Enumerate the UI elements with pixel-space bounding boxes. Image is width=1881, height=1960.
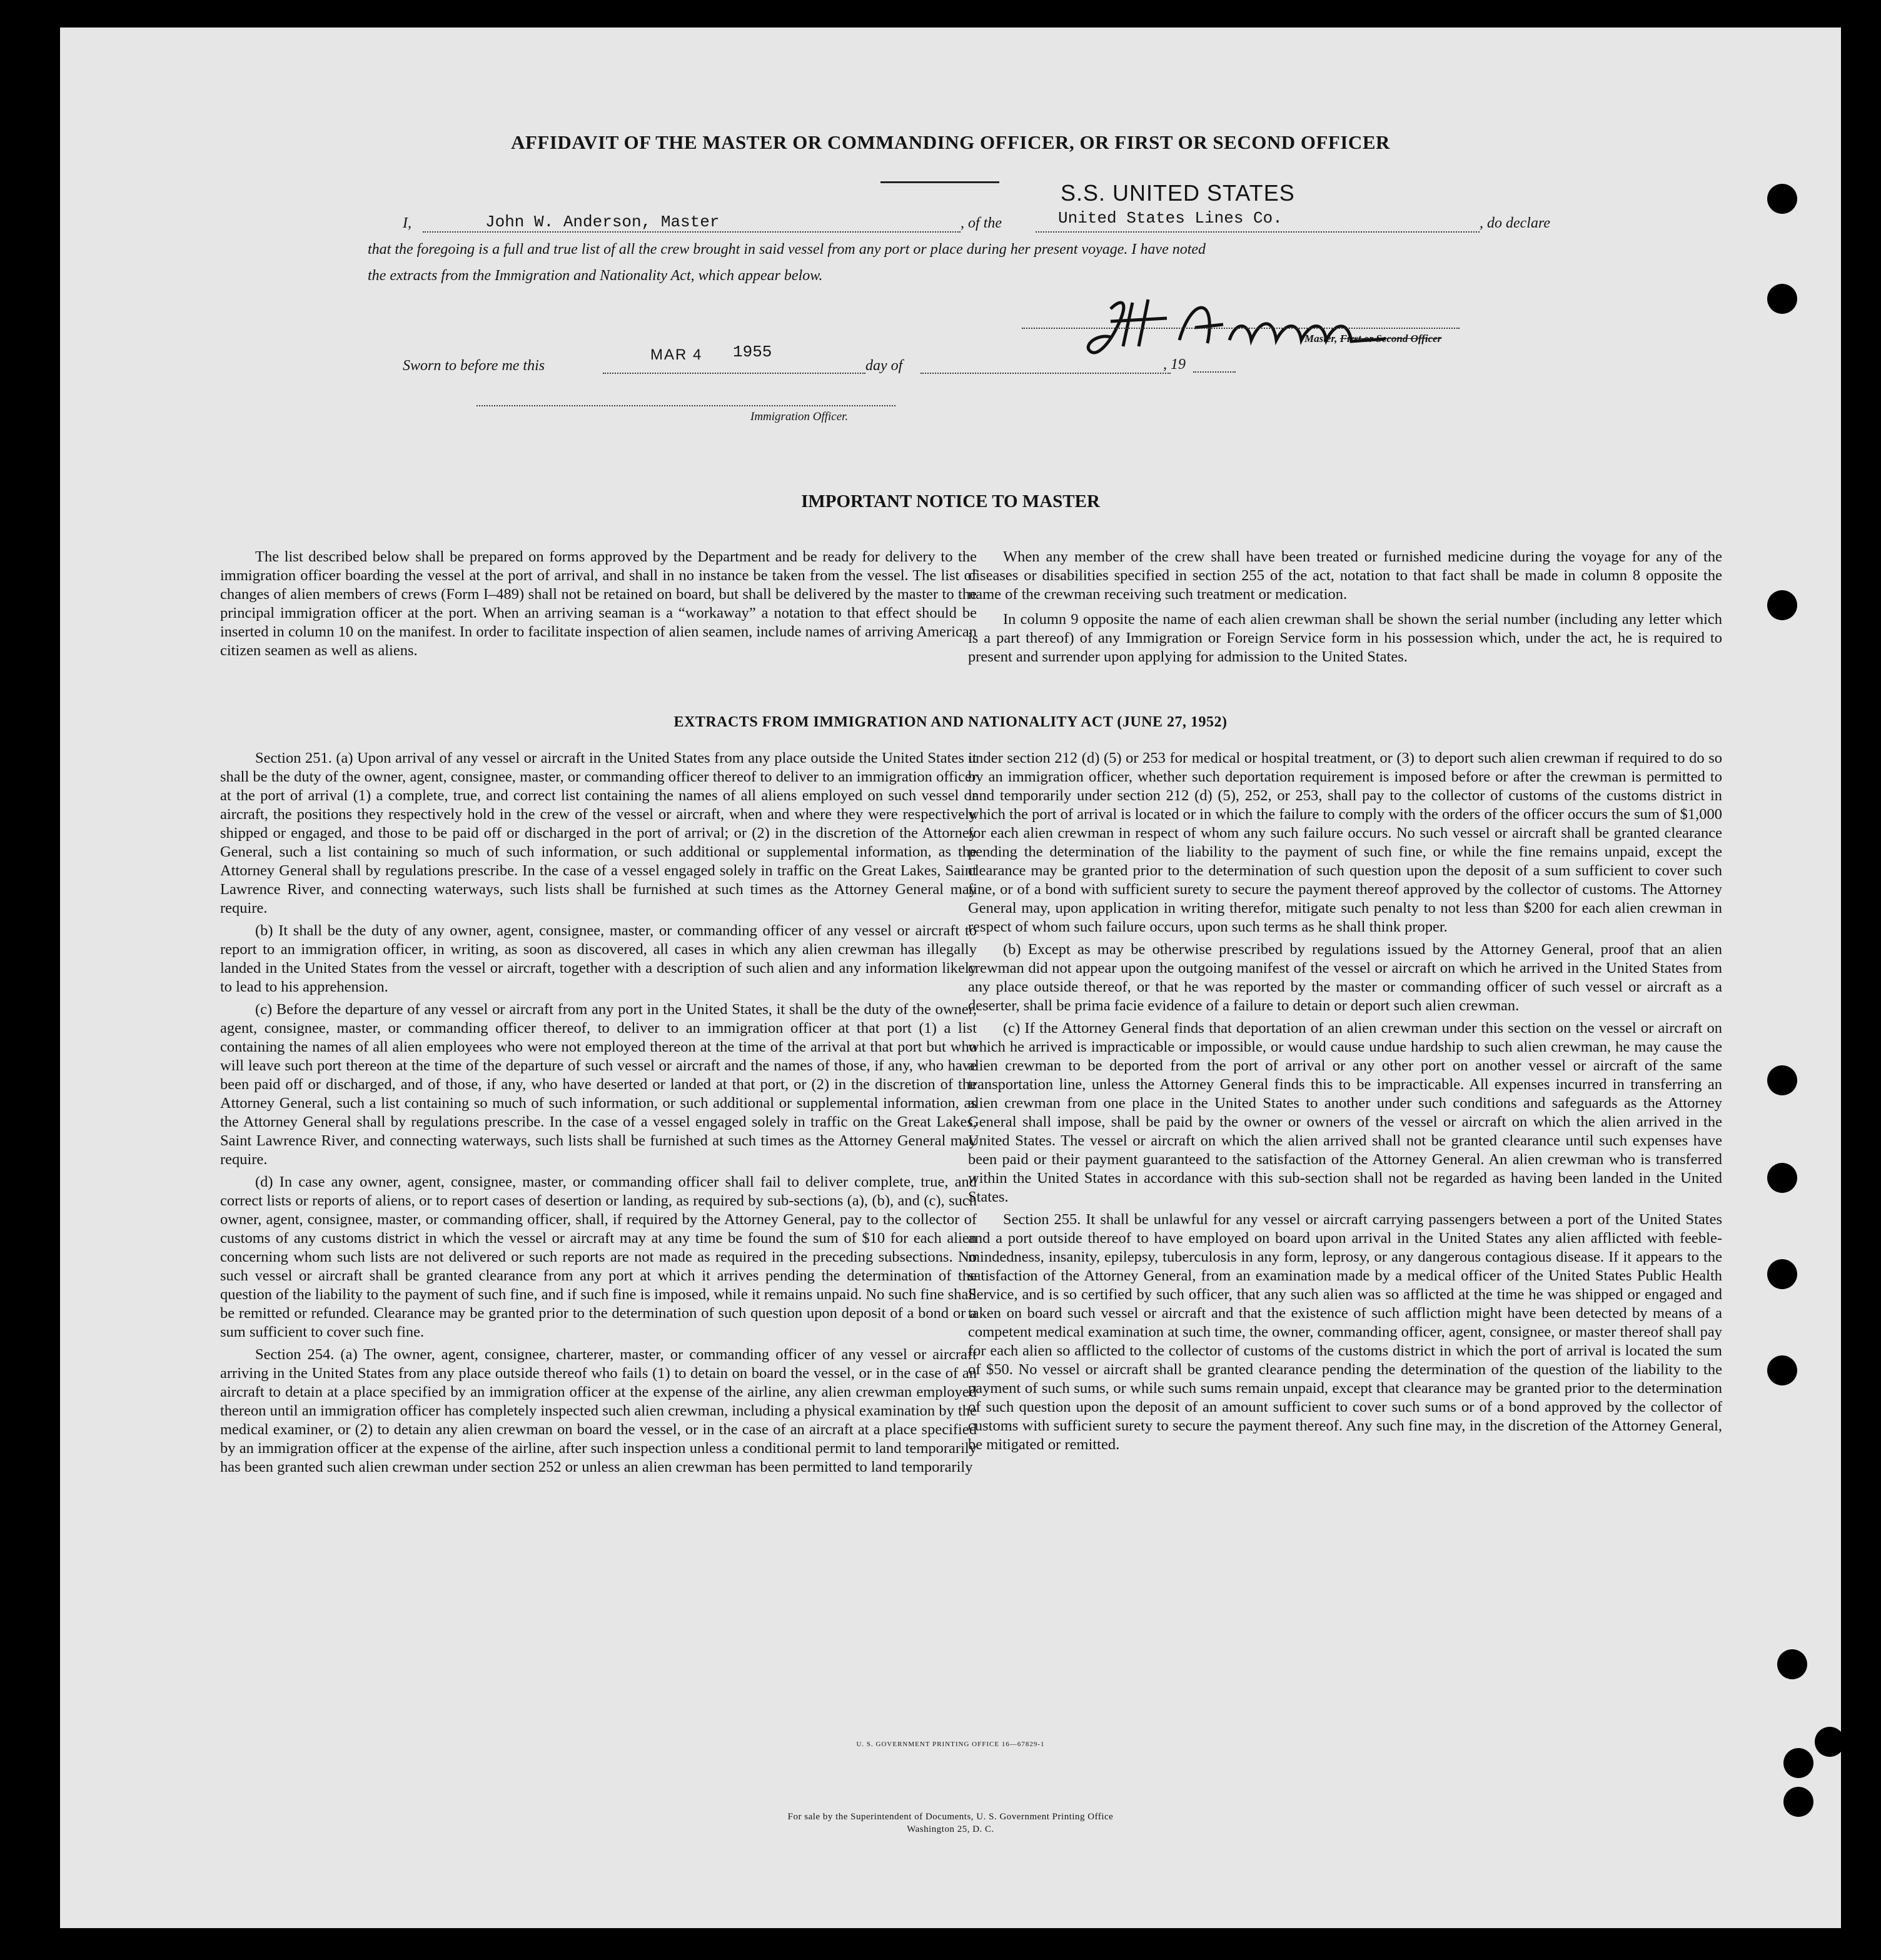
sworn-date-stamp: MAR 4 — [650, 346, 703, 363]
extract-paragraph: Section 255. It shall be unlawful for any vessel or aircraft carrying passengers between a port of the United States and a port outside thereof to have employed on board upon arrival in the United States any alien afflicted with feeble-mindedness, insanity, epilepsy, tuberculosis in any form, leprosy, or any dangerous contagious disease. If it appears to the satisfaction of the Attorney General, from an examination made by a medical officer of the United States Public Health Service, and is so certified by such officer, that any such alien was so afflicted at the time he was shipped or engaged and taken on board such vessel or aircraft and that the existence of such affliction might have been detected by means of a competent medical examination at such time, the owner, commanding officer, agent, consignee, or master thereof shall pay for each alien so afflicted to the collector of customs of the customs district in which the port of arrival is located the sum of $50. No vessel or aircraft shall be granted clearance pending the determination of the question of the liability to the payment of such sums, or while such sums remain unpaid, except that clearance may be granted prior to the determination of such question upon the deposit of an amount sufficient to cover such sums or of a bond approved by the collector of customs with sufficient surety to secure the payment thereof. Any such fine may, in the discretion of the Attorney General, be mitigated or remitted. — [968, 1211, 1722, 1453]
vessel-stamp: S.S. UNITED STATES — [1061, 180, 1295, 206]
immigration-officer-line — [477, 405, 895, 406]
notice-right-column — [968, 548, 1722, 670]
immigration-officer-label: Immigration Officer. — [750, 410, 849, 423]
sworn-year: 1955 — [733, 343, 772, 361]
punch-hole — [1777, 1649, 1807, 1679]
of-the-label: , of the — [961, 215, 1002, 231]
extract-paragraph: under section 212 (d) (5) or 253 for medical or hospital treatment, or (3) to deport such alien crewman if required to do so by an immigration officer, whether such deportation requirement is imposed before or after the crewman is permitted to land temporarily under section 212 (d) (5), 252, or 253, shall pay to the collector of customs of the customs district in which the port of arrival is located or in which the failure to comply with the orders of the officer occurs the sum of $1,000 for each alien crewman in respect of whom any such failure occurs. No such vessel or aircraft shall be granted clearance pending the determination of the liability to the payment of such fine, or while the fine remains unpaid, except the clearance may be granted prior to the determination of such question upon the deposit of a sum sufficient to cover such fine, or of a bond with sufficient surety to secure the payment thereof approved by the collector of customs. The Attorney General may, upon application in writing therefor, mitigate such penalty to not less than $200 for each alien crewman in respect of whom such failure occurs, upon such terms as he shall think proper. — [968, 750, 1722, 935]
extract-paragraph: (c) If the Attorney General finds that deportation of an alien crewman under this section on the vessel or aircraft on which he arrived is impracticable or impossible, or would cause undue hardship to such alien crewman, he may cause the alien crewman to be deported from the port of arrival or any other port on another vessel or aircraft of the same transportation line, unless the Attorney General finds this to be impracticable. All expenses incurred in transferring an alien crewman from one place in the United States to another under such conditions and safeguards as the Attorney General shall impose, shall be paid by the owner or owners of the vessel or aircraft on which the alien arrived in the United States. The vessel or aircraft on which the alien arrived shall not be granted clearance until such expenses have been paid or their payment guaranteed to the satisfaction of the Attorney General. An alien crewman who is transferred within the United States in accordance with this sub-section shall not be regarded as having been landed in the United States. — [968, 1020, 1722, 1205]
notice-left-column — [220, 548, 977, 664]
master-name-line — [423, 231, 961, 233]
sale-line-2: Washington 25, D. C. — [907, 1824, 994, 1834]
punch-hole — [1783, 1748, 1813, 1778]
do-declare-label: , do declare — [1480, 215, 1551, 231]
punch-hole — [1767, 1163, 1797, 1193]
master-name: John W. Anderson, Master — [485, 213, 720, 231]
sale-line-1: For sale by the Superintendent of Documents, U. S. Government Printing Office — [787, 1812, 1114, 1822]
extract-paragraph: (b) It shall be the duty of any owner, agent, consignee, master, or commanding officer of any vessel or aircraft to report to an immigration officer, in writing, as soon as discovered, all cases in which any alien crewman has illegally landed in the United States from the vessel or aircraft, together with a description of such alien and any information likely to lead to his apprehension. — [220, 922, 977, 995]
affidavit-title: AFFIDAVIT OF THE MASTER OR COMMANDING OFFICER, OR FIRST OR SECOND OFFICER — [511, 131, 1390, 153]
notice-left-paragraph: The list described below shall be prepared on forms approved by the Department and be ready for delivery to the immigration officer boarding the vessel at the port of arrival, and shall in no instance be taken from the vessel. The list of changes of alien members of crews (Form I–489) shall not be retained on board, but shall be delivered by the master to the principal immigration officer at the port. When an arriving seaman is a “workaway” a notation to that effect should be inserted in column 10 on the manifest. In order to facilitate inspection of alien seamen, include names of arriving American citizen seamen as well as aliens. — [220, 548, 977, 659]
signature-image — [1073, 284, 1423, 378]
punch-hole — [1767, 1355, 1797, 1385]
punch-hole — [1767, 184, 1797, 214]
notice-title: IMPORTANT NOTICE TO MASTER — [801, 491, 1100, 511]
punch-hole — [1767, 1065, 1797, 1095]
notice-right-paragraph-1: When any member of the crew shall have been treated or furnished medicine during the voyage for any of the diseases or disabilities specified in section 255 of the act, notation to that fact shall be made in column 8 opposite the name of the crewman receiving such treatment or medication. — [968, 548, 1722, 603]
day-of-label: day of — [865, 358, 903, 374]
extracts-title: EXTRACTS FROM IMMIGRATION AND NATIONALITY ACT (JUNE 27, 1952) — [673, 714, 1228, 730]
sworn-label: Sworn to before me this — [403, 358, 545, 374]
document-page — [60, 28, 1841, 1928]
extract-paragraph: (d) In case any owner, agent, consignee, master, or commanding officer shall fail to deliver complete, true, and correct lists or reports of aliens, or to report cases of desertion or landing, as required by sub-sections (a), (b), and (c), such owner, agent, consignee, master, or commanding officer, shall, if required by the Attorney General, pay to the collector of customs of any customs district in which the vessel or aircraft may at any time be found the sum of $10 for each alien concerning whom such lists are not delivered or such reports are not made as required in the preceding subsections. No such vessel or aircraft shall be granted clearance from any port at which it arrives pending the determination of the question of the liability to the payment of such fine, and if such fine is imposed, while it remains unpaid. No such fine shall be remitted or refunded. Clearance may be granted prior to the determination of such question upon deposit of a bond or a sum sufficient to cover such fine. — [220, 1173, 977, 1340]
extract-paragraph: (b) Except as may be otherwise prescribed by regulations issued by the Attorney General, proof that an alien crewman did not appear upon the outgoing manifest of the vessel or aircraft on which he arrived in the United States from any place outside thereof, or that he was reported by the master or commanding officer of such vessel or aircraft as a deserter, shall be prima facie evidence of a failure to detain or deport such alien crewman. — [968, 941, 1722, 1014]
vessel-line — [1036, 231, 1480, 233]
notice-right-paragraph-2: In column 9 opposite the name of each alien crewman shall be shown the serial number (including any letter which is a part thereof) of any Immigration or Foreign Service form in his possession which, under the act, he is required to present and surrender upon applying for admission to the United States. — [968, 611, 1722, 665]
extract-paragraph: Section 251. (a) Upon arrival of any vessel or aircraft in the United States from any place outside the United States it shall be the duty of the owner, agent, consignee, master, or commanding officer thereof to deliver to an immigration officer at the port of arrival (1) a complete, true, and correct list containing the names of all aliens employed on such vessel or aircraft, the positions they respectively hold in the crew of the vessel or aircraft, when and where they were respectively shipped or engaged, and those to be paid off or discharged in the port of arrival; or (2) in the discretion of the Attorney General, such a list containing so much of such information, or such additional or supplemental information, as the Attorney General shall by regulations prescribe. In the case of a vessel engaged solely in traffic on the Great Lakes, Saint Lawrence River, and connecting waterways, such lists shall be furnished at such times as the Attorney General may require. — [220, 750, 977, 917]
extract-paragraph: Section 254. (a) The owner, agent, consignee, charterer, master, or commanding officer of any vessel or aircraft arriving in the United States from any place outside thereof who fails (1) to detain on board the vessel, or in the case of an aircraft to detain at a place specified by an immigration officer at the expense of the airline, any alien crewman employed thereon until an immigration officer has completely inspected such alien crewman, including a physical examination by the medical examiner, or (2) to detain any alien crewman on board the vessel, or in the case of an aircraft at a place specified by an immigration officer at the expense of the airline, after such inspection unless a conditional permit to land temporarily has been granted such alien crewman under section 252 or unless an alien crewman has been permitted to land temporarily — [220, 1346, 977, 1475]
punch-hole — [1767, 1259, 1797, 1289]
signer-title-prefix: Master, — [1304, 333, 1340, 344]
punch-hole — [1767, 590, 1797, 620]
i-label: I, — [403, 215, 411, 231]
year-prefix: , 19 — [1163, 356, 1186, 373]
day-of-line — [920, 373, 1171, 374]
title-rule — [880, 181, 999, 183]
extract-paragraph: (c) Before the departure of any vessel or aircraft from any port in the United States, it shall be the duty of the owner, agent, consignee, master, or commanding officer thereof, to deliver to an immigration officer at that port (1) a list containing the names of all alien employees who were not employed thereon at the time of the arrival at that port but who will leave such port thereon at the time of the departure of such vessel or aircraft and the names of those, if any, who have been paid off or discharged, and of those, if any, who have deserted or landed at that port, or (2) in the discretion of the Attorney General, such a list containing so much of such information, or such additional or supplemental information, as the Attorney General shall by regulations prescribe. In the case of a vessel engaged solely in traffic on the Great Lakes, Saint Lawrence River, and connecting waterways, such lists shall be furnished at such times as the Attorney General may require. — [220, 1001, 977, 1168]
printer-line: U. S. GOVERNMENT PRINTING OFFICE 16—67829-1 — [856, 1741, 1045, 1748]
vessel-typed: United States Lines Co. — [1058, 209, 1283, 228]
extracts-right-column — [968, 749, 1722, 1458]
declaration-line-2: the extracts from the Immigration and Nationality Act, which appear below. — [368, 268, 823, 284]
punch-hole — [1767, 284, 1797, 314]
sworn-date-line — [603, 373, 865, 374]
signer-title — [1304, 333, 1441, 345]
declaration-line-1: that the foregoing is a full and true list of all the crew brought in said vessel from any port or place during her present voyage. I have noted — [368, 241, 1206, 258]
year-line — [1193, 371, 1236, 373]
signer-title-struck: First or Second Officer — [1339, 333, 1442, 344]
extracts-left-column — [220, 749, 977, 1480]
signature-line — [1022, 328, 1460, 329]
